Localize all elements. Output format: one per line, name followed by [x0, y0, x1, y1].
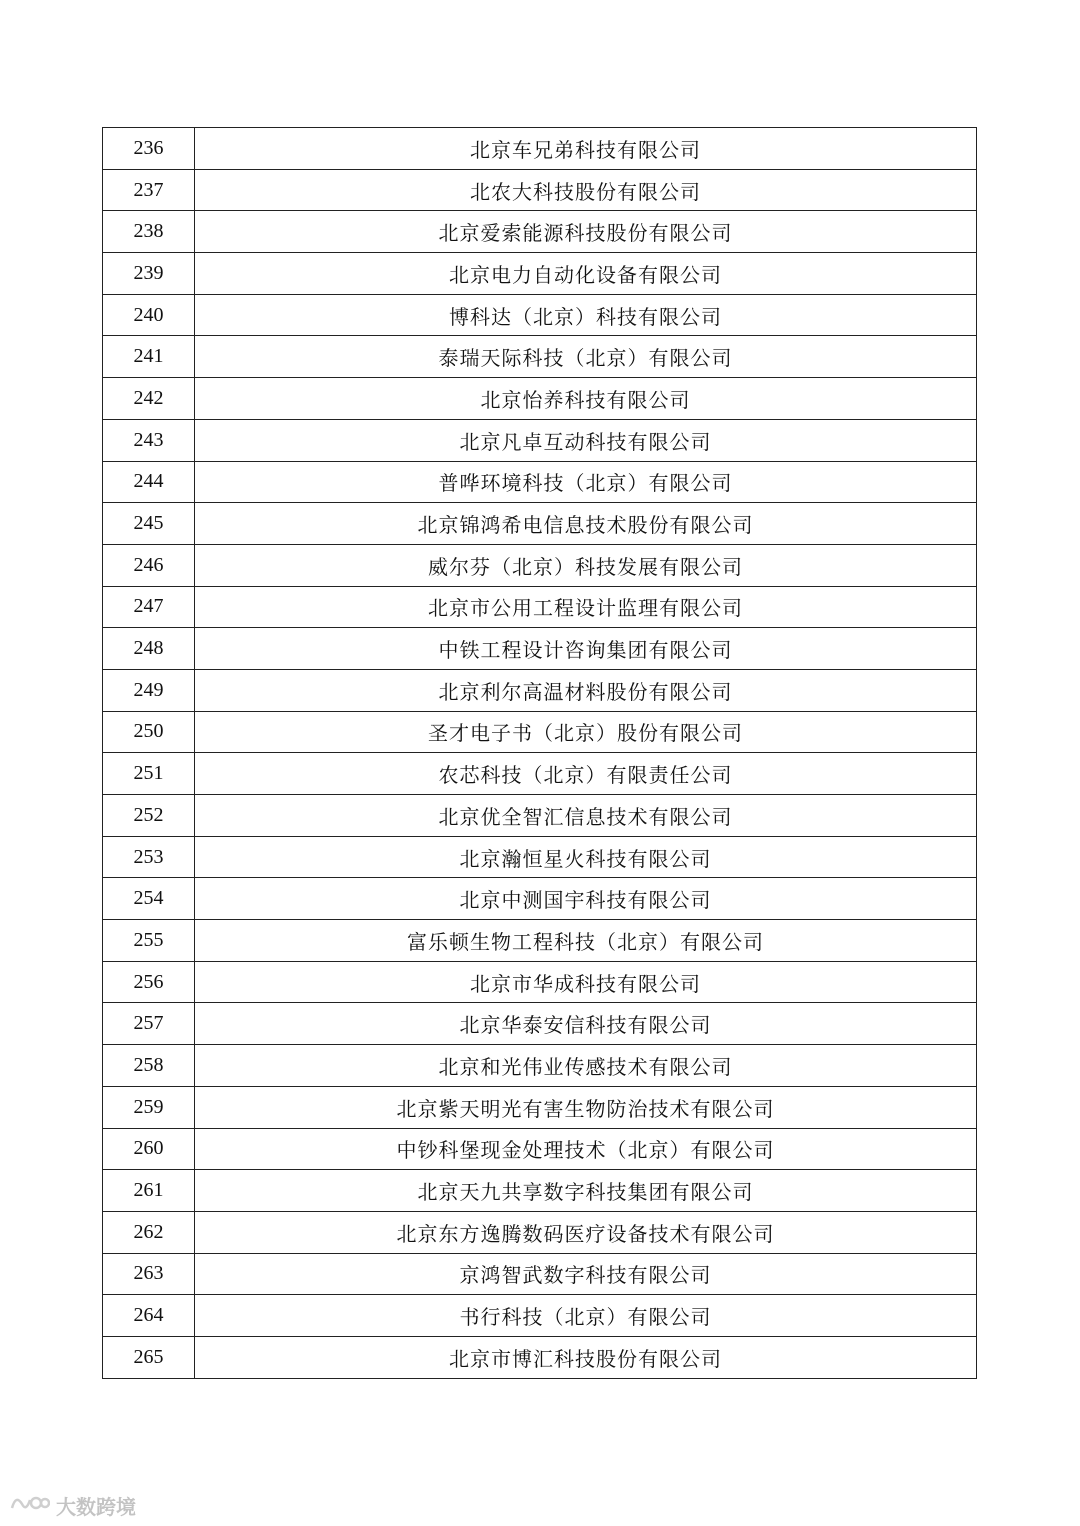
- table-row: [103, 878, 977, 920]
- row-number: 248: [103, 628, 195, 670]
- table-row: [103, 1128, 977, 1170]
- table-row: [103, 1336, 977, 1378]
- company-name: 北农大科技股份有限公司: [195, 169, 977, 211]
- table-row: [103, 669, 977, 711]
- row-number: 252: [103, 795, 195, 837]
- table-row: [103, 1253, 977, 1295]
- logo-icon: [8, 1490, 50, 1521]
- row-number: 249: [103, 669, 195, 711]
- company-name: 圣才电子书（北京）股份有限公司: [195, 711, 977, 753]
- company-name: 北京市华成科技有限公司: [195, 961, 977, 1003]
- row-number: 254: [103, 878, 195, 920]
- watermark-text: 大数跨境: [56, 1495, 136, 1519]
- table-row: [103, 503, 977, 545]
- table-row: [103, 1003, 977, 1045]
- company-name: 北京天九共享数字科技集团有限公司: [195, 1170, 977, 1212]
- company-name: 泰瑞天际科技（北京）有限公司: [195, 336, 977, 378]
- row-number: 236: [103, 128, 195, 170]
- table-row: [103, 753, 977, 795]
- company-name: 北京凡卓互动科技有限公司: [195, 419, 977, 461]
- row-number: 245: [103, 503, 195, 545]
- table-row: [103, 419, 977, 461]
- table-row: [103, 711, 977, 753]
- company-name: 农芯科技（北京）有限责任公司: [195, 753, 977, 795]
- company-name: 博科达（北京）科技有限公司: [195, 294, 977, 336]
- company-name: 北京紫天明光有害生物防治技术有限公司: [195, 1086, 977, 1128]
- company-name: 北京锦鸿希电信息技术股份有限公司: [195, 503, 977, 545]
- table-row: [103, 253, 977, 295]
- table-row: [103, 378, 977, 420]
- company-name: 北京电力自动化设备有限公司: [195, 253, 977, 295]
- table-row: [103, 586, 977, 628]
- company-table: [102, 127, 977, 1379]
- company-name: 北京和光伟业传感技术有限公司: [195, 1045, 977, 1087]
- row-number: 240: [103, 294, 195, 336]
- watermark: [8, 1490, 136, 1521]
- company-name: 京鸿智武数字科技有限公司: [195, 1253, 977, 1295]
- row-number: 255: [103, 920, 195, 962]
- row-number: 253: [103, 836, 195, 878]
- table-row: [103, 795, 977, 837]
- company-name: 北京利尔高温材料股份有限公司: [195, 669, 977, 711]
- row-number: 251: [103, 753, 195, 795]
- company-name: 中钞科堡现金处理技术（北京）有限公司: [195, 1128, 977, 1170]
- company-name: 北京市博汇科技股份有限公司: [195, 1336, 977, 1378]
- table-row: [103, 628, 977, 670]
- table-row: [103, 1045, 977, 1087]
- row-number: 244: [103, 461, 195, 503]
- company-name: 富乐顿生物工程科技（北京）有限公司: [195, 920, 977, 962]
- company-name: 书行科技（北京）有限公司: [195, 1295, 977, 1337]
- company-name: 北京怡养科技有限公司: [195, 378, 977, 420]
- company-name: 普哗环境科技（北京）有限公司: [195, 461, 977, 503]
- table-row: [103, 294, 977, 336]
- row-number: 260: [103, 1128, 195, 1170]
- row-number: 257: [103, 1003, 195, 1045]
- company-name: 威尔芬（北京）科技发展有限公司: [195, 544, 977, 586]
- table-row: [103, 461, 977, 503]
- table-row: [103, 128, 977, 170]
- company-name: 北京华泰安信科技有限公司: [195, 1003, 977, 1045]
- table-row: [103, 211, 977, 253]
- company-name: 北京优全智汇信息技术有限公司: [195, 795, 977, 837]
- row-number: 262: [103, 1211, 195, 1253]
- table-row: [103, 1086, 977, 1128]
- row-number: 246: [103, 544, 195, 586]
- row-number: 259: [103, 1086, 195, 1128]
- table-row: [103, 1211, 977, 1253]
- company-name: 北京瀚恒星火科技有限公司: [195, 836, 977, 878]
- row-number: 247: [103, 586, 195, 628]
- row-number: 264: [103, 1295, 195, 1337]
- table-row: [103, 1295, 977, 1337]
- row-number: 239: [103, 253, 195, 295]
- table-row: [103, 1170, 977, 1212]
- row-number: 258: [103, 1045, 195, 1087]
- row-number: 243: [103, 419, 195, 461]
- row-number: 241: [103, 336, 195, 378]
- row-number: 250: [103, 711, 195, 753]
- row-number: 265: [103, 1336, 195, 1378]
- table-row: [103, 544, 977, 586]
- company-name: 中铁工程设计咨询集团有限公司: [195, 628, 977, 670]
- row-number: 263: [103, 1253, 195, 1295]
- row-number: 242: [103, 378, 195, 420]
- row-number: 261: [103, 1170, 195, 1212]
- table-row: [103, 920, 977, 962]
- table-row: [103, 836, 977, 878]
- row-number: 238: [103, 211, 195, 253]
- company-name: 北京爱索能源科技股份有限公司: [195, 211, 977, 253]
- company-name: 北京东方逸腾数码医疗设备技术有限公司: [195, 1211, 977, 1253]
- table-body: [103, 128, 977, 1379]
- company-name: 北京市公用工程设计监理有限公司: [195, 586, 977, 628]
- table-row: [103, 961, 977, 1003]
- company-name: 北京中测国宇科技有限公司: [195, 878, 977, 920]
- row-number: 256: [103, 961, 195, 1003]
- company-name: 北京车兄弟科技有限公司: [195, 128, 977, 170]
- table-row: [103, 336, 977, 378]
- row-number: 237: [103, 169, 195, 211]
- table-row: [103, 169, 977, 211]
